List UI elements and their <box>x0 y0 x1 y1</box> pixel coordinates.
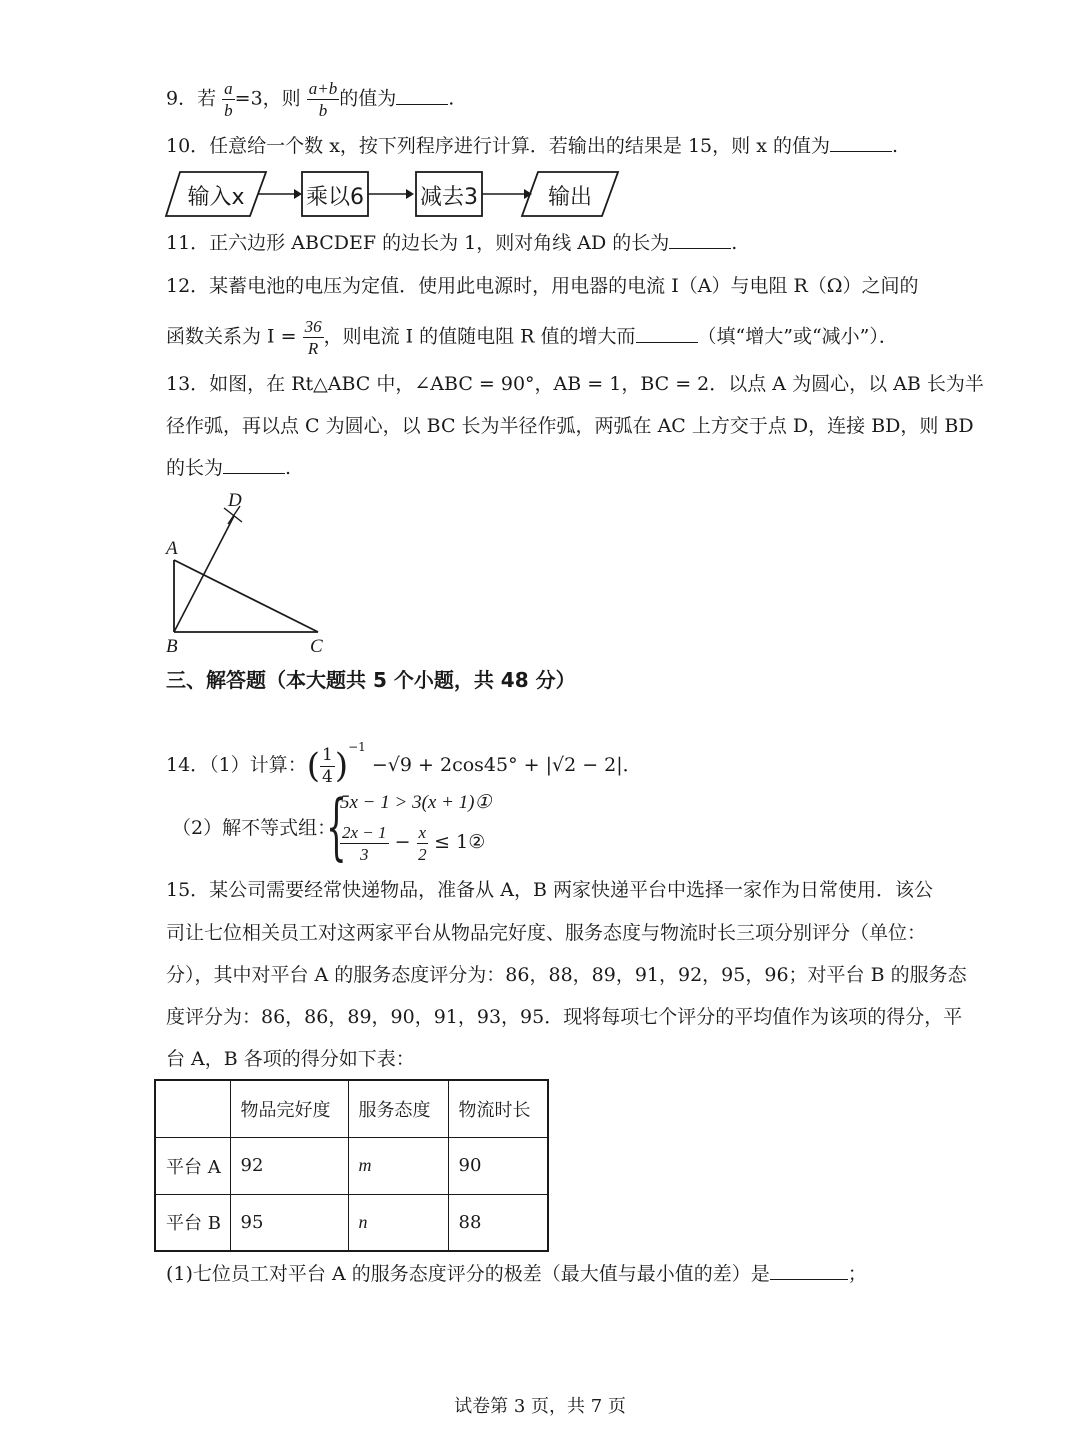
q13-answer-blank[interactable] <box>223 456 285 474</box>
q14-frac-x-over-2: $\frac{x}{2}$ <box>418 822 427 864</box>
segment-BD <box>174 516 234 632</box>
table-header-cell <box>155 1080 230 1137</box>
q15-sub1-answer-blank[interactable] <box>770 1262 848 1280</box>
q12-text-2-end: （填“增大”或“减小”）． <box>697 325 898 348</box>
table-cell: 平台 B <box>155 1194 230 1251</box>
q14-brace: { <box>326 784 347 868</box>
label-D: D <box>228 490 242 511</box>
q9-text-post: 的值为 <box>339 87 397 110</box>
q11-text: 11．正六边形 ABCDEF 的边长为 1，则对角线 AD 的长为 <box>166 232 670 254</box>
q15-line-3: 分），其中对平台 A 的服务态度评分为：86，88，89，91，92，95，96；对平台 B 的服务态 <box>166 964 967 986</box>
table-header-cell: 物品完好度 <box>230 1080 348 1137</box>
q14-fraction-one-quarter: $\frac{1}{4}$ <box>322 744 333 787</box>
q12-answer-blank[interactable] <box>636 325 698 343</box>
q13-text-1: 13．如图，在 Rt△ABC 中，∠ABC = 90°，AB = 1，BC = 2．以点 A 为圆心，以 AB 长为半 <box>166 373 984 395</box>
q10-text: 10．任意给一个数 x，按下列程序进行计算．若输出的结果是 15，则 x 的值为 <box>166 135 830 157</box>
q14-part1-rest: −√9 + 2cos45° + |√2 − 2|． <box>371 754 642 776</box>
q13-line-1 <box>166 370 984 398</box>
label-C: C <box>310 636 323 657</box>
q9-eq: =3，则 <box>234 87 301 110</box>
q12-line-1 <box>166 272 919 300</box>
q9-text-pre: 若 <box>197 87 217 110</box>
q14-inequality-2: $\frac{2x - 1}{3}$ − $\frac{x}{2}$ ≤ 1② <box>342 822 486 864</box>
q11-line: 11．正六边形 ABCDEF 的边长为 1，则对角线 AD 的长为 . <box>166 232 738 254</box>
q15-sub1: (1)七位员工对平台 A 的服务态度评分的极差（最大值与最小值的差）是 ； <box>166 1263 867 1285</box>
q9-fraction-a-over-b: $\frac{a}{b}$ <box>224 79 233 120</box>
table-header-cell: 物流时长 <box>448 1080 548 1137</box>
segment-AC <box>174 560 318 632</box>
q12-fraction: $\frac{36}{R}$ <box>304 317 322 358</box>
q13-text-3: 的长为 <box>166 457 224 479</box>
table-cell: n <box>348 1194 448 1251</box>
table-cell: 平台 A <box>155 1137 230 1194</box>
q12-text-2-pre: 函数关系为 I = <box>166 325 297 348</box>
q15-line-1: 15．某公司需要经常快递物品，准备从 A，B 两家快递平台中选择一家作为日常使用．该公 <box>166 879 933 901</box>
q13-text-2: 径作弧，再以点 C 为圆心，以 BC 长为半径作弧，两弧在 AC 上方交于点 D，连接 BD，则 BD <box>166 415 974 437</box>
q10-line: 10．任意给一个数 x，按下列程序进行计算．若输出的结果是 15，则 x 的值为 . <box>166 135 898 157</box>
q12-text-2-post: ，则电流 I 的值随电阻 R 值的增大而 <box>323 325 636 348</box>
q13-line-2 <box>166 412 974 440</box>
table-cell: 90 <box>448 1137 548 1194</box>
q9-answer-blank[interactable] <box>396 87 448 105</box>
q15-score-table <box>154 1079 549 1252</box>
q11-answer-blank[interactable] <box>669 231 731 249</box>
flow-input-label: 输入x <box>187 185 245 210</box>
q15-sub1-text: (1)七位员工对平台 A 的服务态度评分的极差（最大值与最小值的差）是 <box>166 1263 770 1285</box>
section3-heading: 三、解答题（本大题共 5 个小题，共 48 分） <box>166 668 576 692</box>
flow-multiply-label: 乘以6 <box>306 185 364 210</box>
flow-output-label: 输出 <box>547 185 593 210</box>
table-cell: m <box>348 1137 448 1194</box>
q14-inequality-1: 5x − 1 > 3(x + 1)① <box>340 792 492 813</box>
table-row <box>155 1194 548 1251</box>
q14-part1-label: 14．（1）计算： <box>166 754 307 776</box>
q9-line: 9．若 $\frac{a}{b}$ =3，则 $\frac{a+b}{b}$ 的值为 . <box>166 79 455 120</box>
q15-line-2: 司让七位相关员工对这两家平台从物品完好度、服务态度与物流时长三项分别评分（单位： <box>166 922 927 944</box>
table-header-cell: 服务态度 <box>348 1080 448 1137</box>
flow-subtract-label: 减去3 <box>420 185 478 210</box>
q15-line-5: 台 A，B 各项的得分如下表： <box>166 1048 415 1070</box>
q12-text-1: 12．某蓄电池的电压为定值．使用此电源时，用电器的电流 I（A）与电阻 R（Ω）之间的 <box>166 275 919 297</box>
label-A: A <box>166 538 178 559</box>
table-cell: 95 <box>230 1194 348 1251</box>
q14-part1: 14．（1）计算：( $\frac{1}{4}$ )$^{-1}$ −√9 + 2cos45° + |√2 − 2|． <box>166 740 642 787</box>
table-row <box>155 1137 548 1194</box>
label-B: B <box>166 636 178 657</box>
q10-answer-blank[interactable] <box>830 134 892 152</box>
table-cell: 88 <box>448 1194 548 1251</box>
q14-exponent: −1 <box>348 740 366 754</box>
q14-part2-label: （2）解不等式组： <box>172 817 337 839</box>
q9-number: 9． <box>166 87 198 110</box>
q15-line-4: 度评分为：86，86，89，90，91，93，95．现将每项七个评分的平均值作为该项的得分，平 <box>166 1006 963 1028</box>
q10-flowchart <box>160 168 630 222</box>
table-header-row <box>155 1080 548 1137</box>
q14-frac-2x-minus-1: $\frac{2x - 1}{3}$ <box>342 822 387 864</box>
q9-fraction-sum-over-b: $\frac{a+b}{b}$ <box>308 79 338 120</box>
q13-line-3: 的长为 . <box>166 457 292 479</box>
table-cell: 92 <box>230 1137 348 1194</box>
page-footer: 试卷第 3 页，共 7 页 <box>454 1396 626 1417</box>
q13-triangle-figure <box>160 488 340 658</box>
q12-line-2 <box>166 318 898 357</box>
